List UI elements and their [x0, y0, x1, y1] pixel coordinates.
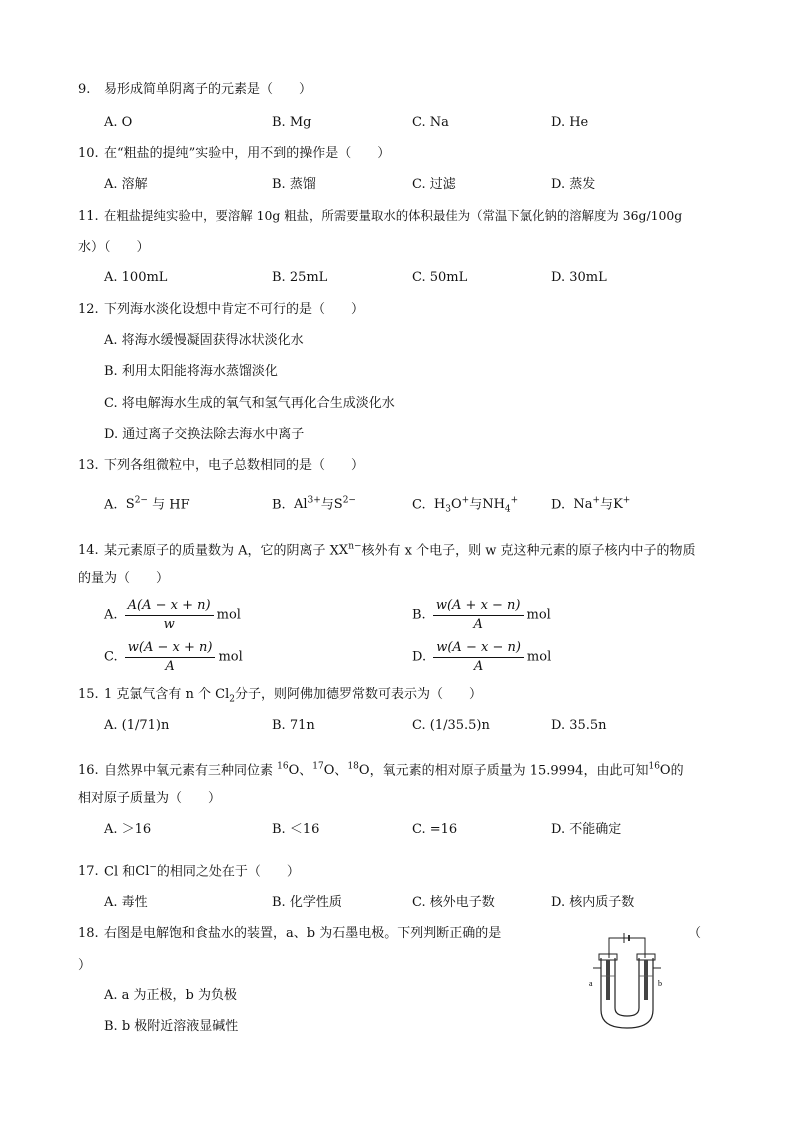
question-16-continued: 相对原子质量为（ ） [78, 791, 222, 806]
option-c: C. 将电解海水生成的氧气和氢气再化合生成淡化水 [104, 396, 395, 411]
question-15 [78, 687, 482, 708]
ion-na-plus: Na+ [573, 496, 601, 513]
question-17 [78, 860, 300, 880]
connector: 与 [320, 497, 334, 513]
fraction: $\frac{w(A - x - n)}{A}$ [433, 639, 524, 676]
ion-k-plus: K+ [613, 496, 631, 513]
question-14-continued: 的量为（ ） [78, 571, 170, 586]
question-stem: 易形成简单阴离子的元素是（ ） [104, 82, 313, 97]
isotope-o17: $^{17}$O [312, 762, 335, 779]
option-letter: B. [412, 607, 426, 623]
option-c [412, 493, 518, 518]
option-letter: C. [104, 649, 118, 665]
option-c: C. =16 [412, 822, 458, 837]
ion-nh4-plus: $NH_4^+$ [482, 496, 519, 515]
ion-s2minus: $S^{2-}$ [125, 496, 148, 513]
ion-cl-minus: Cl− [135, 863, 157, 880]
option-letter: B. [272, 497, 286, 513]
option-letter: A. [104, 607, 118, 623]
option-c: C. Na [412, 115, 449, 130]
option-a: A. ＞16 [104, 822, 152, 837]
question-stem: 在粗盐提纯实验中，要溶解 10g 粗盐，所需要量取水的体积最佳为（常温下氯化钠的溶解度为 36g/100g [104, 208, 683, 223]
ion-al3plus: $Al^{3+}$ [293, 496, 321, 513]
unit: mol [218, 649, 243, 665]
paren-open: （ [688, 926, 702, 941]
option-d: D. 核内质子数 [551, 895, 635, 910]
option-d: D. 不能确定 [551, 822, 622, 837]
question-number: 9. [78, 82, 91, 97]
option-b: B. 蒸馏 [272, 177, 316, 192]
question-stem-cont: 的相同之处在于（ ） [156, 864, 300, 880]
question-stem-cont: 分子，则阿佛加德罗常数可表示为（ ） [235, 687, 483, 702]
question-number: 16. [78, 763, 99, 779]
fraction: $\frac{w(A + x - n)}{A}$ [433, 597, 524, 634]
question-18 [78, 926, 501, 942]
label-b: b [658, 979, 662, 988]
connector: 与 [600, 497, 614, 513]
option-a: A. O [104, 115, 133, 130]
question-stem: 右图是电解饱和食盐水的装置，a、b 为石墨电极。下列判断正确的是 [104, 926, 502, 941]
question-stem: 下列各组微粒中，电子总数相同的是（ ） [104, 458, 365, 473]
question-number: 15. [78, 687, 99, 702]
option-a [104, 493, 190, 513]
option-b: B. 利用太阳能将海水蒸馏淡化 [104, 364, 278, 379]
option-d [412, 639, 551, 676]
question-number: 10. [78, 146, 99, 161]
ion-h3o-plus: $H_3O^+$ [433, 496, 470, 515]
question-14 [78, 539, 696, 559]
option-d: D. 通过离子交换法除去海水中离子 [104, 427, 305, 442]
anion-symbol: $X^{n-}$ [338, 542, 362, 559]
option-d: D. He [551, 115, 589, 130]
option-b: B. ＜16 [272, 822, 320, 837]
question-number: 14. [78, 543, 99, 559]
question-number: 12. [78, 302, 99, 317]
molecule-hf: HF [169, 497, 190, 513]
option-a [104, 597, 241, 634]
fraction: $\frac{A(A - x + n)}{w}$ [125, 597, 214, 634]
option-b [272, 493, 356, 513]
option-b: B. 71n [272, 718, 315, 733]
question-11-continued: 水）（ ） [78, 240, 150, 255]
subscript: 2 [229, 694, 236, 705]
option-d [551, 493, 630, 513]
option-letter: C. [412, 497, 426, 513]
label-a: a [589, 979, 593, 988]
option-c: C. 过滤 [412, 177, 456, 192]
option-b: B. 25mL [272, 270, 328, 285]
connector: 与 [469, 497, 483, 513]
question-16: 16. 自然界中氧元素有三种同位素 $^{16}$O、$^{17}$O、$^{18}$O，氧元素的相对原子质量为 15.9994，由此可知$^{16}$O的 [78, 762, 684, 779]
unit: mol [216, 607, 241, 623]
option-a: A. 溶解 [104, 177, 148, 192]
option-b [412, 597, 551, 634]
option-letter: A. [104, 497, 118, 513]
question-stem-cont: ，氧元素的相对原子质量为 15.9994，由此可知 [369, 763, 649, 779]
option-c: C. 核外电子数 [412, 895, 495, 910]
option-b: B. b 极附近溶液显碱性 [104, 1019, 239, 1034]
fraction: $\frac{w(A - x + n)}{A}$ [125, 639, 216, 676]
question-number: 18. [78, 926, 99, 941]
question-stem-end: 的 [670, 763, 684, 779]
question-11 [78, 208, 682, 225]
question-stem: 某元素原子的质量数为 A，它的阴离子 X [104, 543, 339, 559]
option-a: A. 将海水缓慢凝固获得冰状淡化水 [104, 333, 304, 348]
option-a: A. a 为正极，b 为负极 [104, 988, 237, 1003]
question-stem: Cl 和 [104, 864, 136, 880]
option-b: B. Mg [272, 115, 312, 130]
unit: mol [526, 649, 552, 665]
question-stem: 在“粗盐的提纯”实验中，用不到的操作是（ ） [104, 146, 391, 161]
question-9 [78, 82, 312, 98]
option-b: B. 化学性质 [272, 895, 342, 910]
electrolysis-apparatus-figure [587, 930, 667, 1030]
question-stem-cont: 核外有 x 个电子，则 w 克这种元素的原子核内中子的物质 [361, 543, 696, 559]
question-number: 17. [78, 864, 99, 880]
isotope-o16: $^{16}$O [648, 762, 671, 779]
question-13 [78, 458, 364, 474]
option-c: C. 50mL [412, 270, 468, 285]
option-a: A. (1/71)n [104, 718, 170, 733]
option-d: D. 30mL [551, 270, 607, 285]
option-d: D. 蒸发 [551, 177, 596, 192]
option-a: A. 100mL [104, 270, 168, 285]
ion-s2minus: $S^{2-}$ [333, 496, 356, 513]
question-stem: 下列海水淡化设想中肯定不可行的是（ ） [104, 302, 365, 317]
option-d: D. 35.5n [551, 718, 607, 733]
option-c [104, 639, 243, 676]
option-letter: D. [551, 497, 566, 513]
question-12 [78, 302, 364, 318]
option-letter: D. [412, 649, 427, 665]
option-a: A. 毒性 [104, 895, 148, 910]
question-stem: 1 克氯气含有 n 个 Cl [104, 687, 230, 702]
question-10 [78, 146, 390, 162]
question-number: 11. [78, 209, 99, 224]
question-number: 13. [78, 458, 99, 473]
unit: mol [526, 607, 551, 623]
connector: 与 [152, 497, 166, 513]
isotope-o16: $^{16}$O [277, 762, 300, 779]
isotope-o18: $^{18}$O [347, 762, 370, 779]
question-stem: 自然界中氧元素有三种同位素 [104, 763, 274, 779]
paren-close: ） [78, 958, 92, 973]
option-c: C. (1/35.5)n [412, 718, 490, 733]
